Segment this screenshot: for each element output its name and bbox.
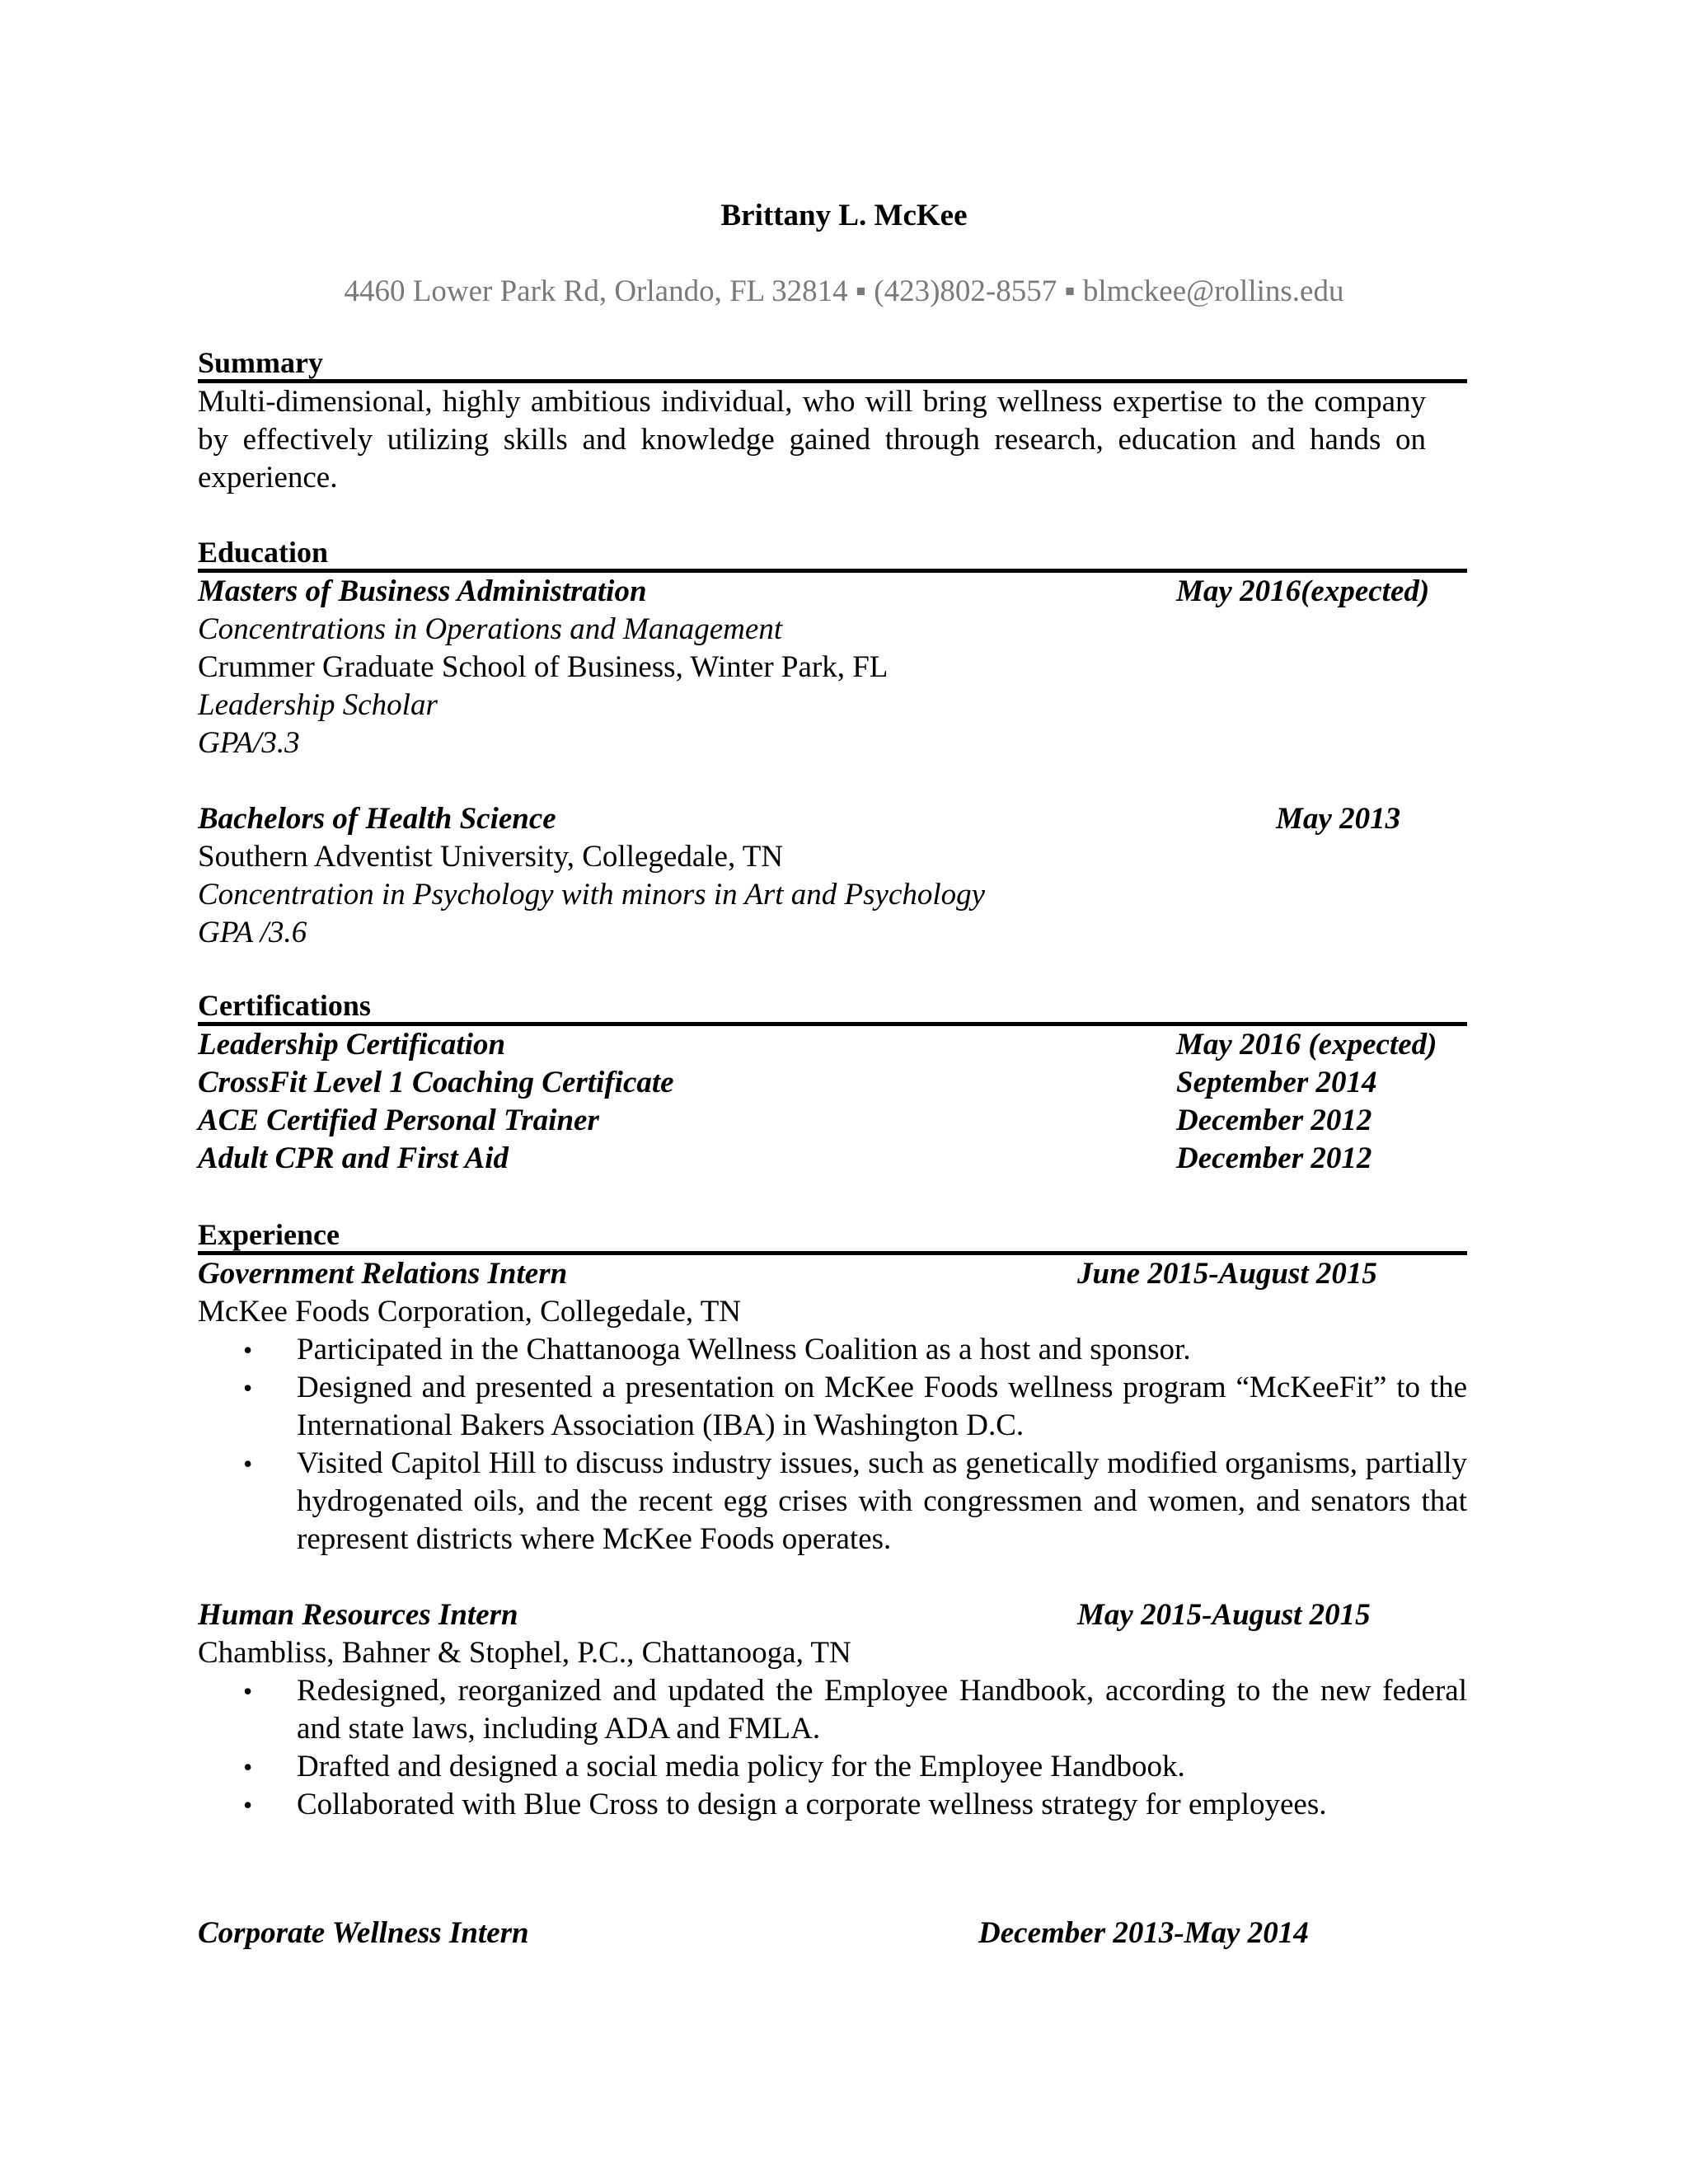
job-organization: McKee Foods Corporation, Collegedale, TN <box>198 1295 742 1329</box>
education-entry-1-title-row <box>198 573 1467 611</box>
certification-row <box>198 1026 1467 1064</box>
certification-date: December 2012 <box>1176 1141 1372 1175</box>
experience-heading: Experience <box>198 1218 1467 1255</box>
job-title-row <box>198 1255 1467 1293</box>
certification-name: Adult CPR and First Aid <box>198 1141 509 1175</box>
job-title: Government Relations Intern <box>198 1257 568 1291</box>
candidate-name: Brittany L. McKee <box>720 199 968 232</box>
bullet-icon: • <box>243 1790 253 1820</box>
job-title: Human Resources Intern <box>198 1598 518 1632</box>
degree-title: Bachelors of Health Science <box>198 802 556 836</box>
education-entry-2-title-row <box>198 800 1467 838</box>
list-item: • Designed and presented a presentation on McKee Foods wellness program “McKeeFit” to the International Bakers Association (IBA) in Washington D.C. <box>243 1371 1467 1442</box>
education-detail: Leadership Scholar <box>198 688 438 722</box>
certification-name: Leadership Certification <box>198 1028 506 1062</box>
job-organization: Chambliss, Bahner & Stophel, P.C., Chattanooga, TN <box>198 1636 851 1670</box>
certification-date: May 2016 (expected) <box>1176 1028 1437 1062</box>
list-item: • Drafted and designed a social media policy for the Employee Handbook. <box>198 1748 1467 1786</box>
education-heading: Education <box>198 536 1467 573</box>
list-item: • Collaborated with Blue Cross to design a corporate wellness strategy for employees. <box>198 1786 1467 1824</box>
bullet-icon: • <box>243 1335 253 1365</box>
list-item: • Participated in the Chattanooga Wellness Coalition as a host and sponsor. <box>198 1331 1467 1369</box>
education-detail: GPA /3.6 <box>198 916 307 949</box>
summary-section <box>198 346 1467 497</box>
education-detail: Southern Adventist University, Collegedale, TN <box>198 840 784 874</box>
certification-name: ACE Certified Personal Trainer <box>198 1104 599 1137</box>
job-date: December 2013-May 2014 <box>978 1916 1309 1950</box>
certifications-section <box>198 989 1467 1178</box>
experience-section-continued <box>198 1915 1467 1952</box>
degree-title: Masters of Business Administration <box>198 574 647 608</box>
contact-line: 4460 Lower Park Rd, Orlando, FL 32814 ▪ (423)802-8557 ▪ blmckee@rollins.edu <box>344 274 1344 308</box>
job-bullet-list <box>198 1331 1467 1558</box>
degree-date: May 2013 <box>1276 802 1401 836</box>
experience-section <box>198 1218 1467 1824</box>
education-section <box>198 536 1467 952</box>
certifications-heading: Certifications <box>198 989 1467 1026</box>
bullet-icon: • <box>243 1752 253 1782</box>
job-title-row <box>198 1596 1467 1634</box>
certification-name: CrossFit Level 1 Coaching Certificate <box>198 1066 674 1099</box>
bullet-icon: • <box>243 1676 253 1706</box>
certification-date: September 2014 <box>1176 1066 1377 1099</box>
job-title-row <box>198 1915 1467 1952</box>
bullet-icon: • <box>243 1449 253 1479</box>
certification-row <box>198 1140 1467 1178</box>
degree-date: May 2016(expected) <box>1176 574 1430 608</box>
list-item: • Redesigned, reorganized and updated the Employee Handbook, according to the new federal and state laws, including ADA and FMLA. <box>243 1674 1467 1746</box>
education-detail: Concentrations in Operations and Management <box>198 612 783 646</box>
job-date: June 2015-August 2015 <box>1077 1257 1377 1291</box>
education-detail: Crummer Graduate School of Business, Winter Park, FL <box>198 650 889 684</box>
list-item: • Visited Capitol Hill to discuss industry issues, such as genetically modified organisms, partially hydrogenated oils, and the recent egg crises with congressmen and women, and senators that represent districts where McKee Foods operates. <box>243 1446 1467 1556</box>
job-date: May 2015-August 2015 <box>1077 1598 1371 1632</box>
certification-row <box>198 1102 1467 1140</box>
summary-heading: Summary <box>198 346 1467 383</box>
certification-date: December 2012 <box>1176 1104 1372 1137</box>
education-detail: Concentration in Psychology with minors in Art and Psychology <box>198 878 986 912</box>
education-detail: GPA/3.3 <box>198 726 300 760</box>
job-title: Corporate Wellness Intern <box>198 1916 529 1950</box>
bullet-icon: • <box>243 1373 253 1403</box>
job-bullet-list <box>198 1672 1467 1824</box>
certification-row <box>198 1064 1467 1102</box>
summary-text: Multi-dimensional, highly ambitious individual, who will bring wellness expertise to the company by effectively utilizing skills and knowledge gained through research, education and hands on experience. <box>198 385 1426 494</box>
